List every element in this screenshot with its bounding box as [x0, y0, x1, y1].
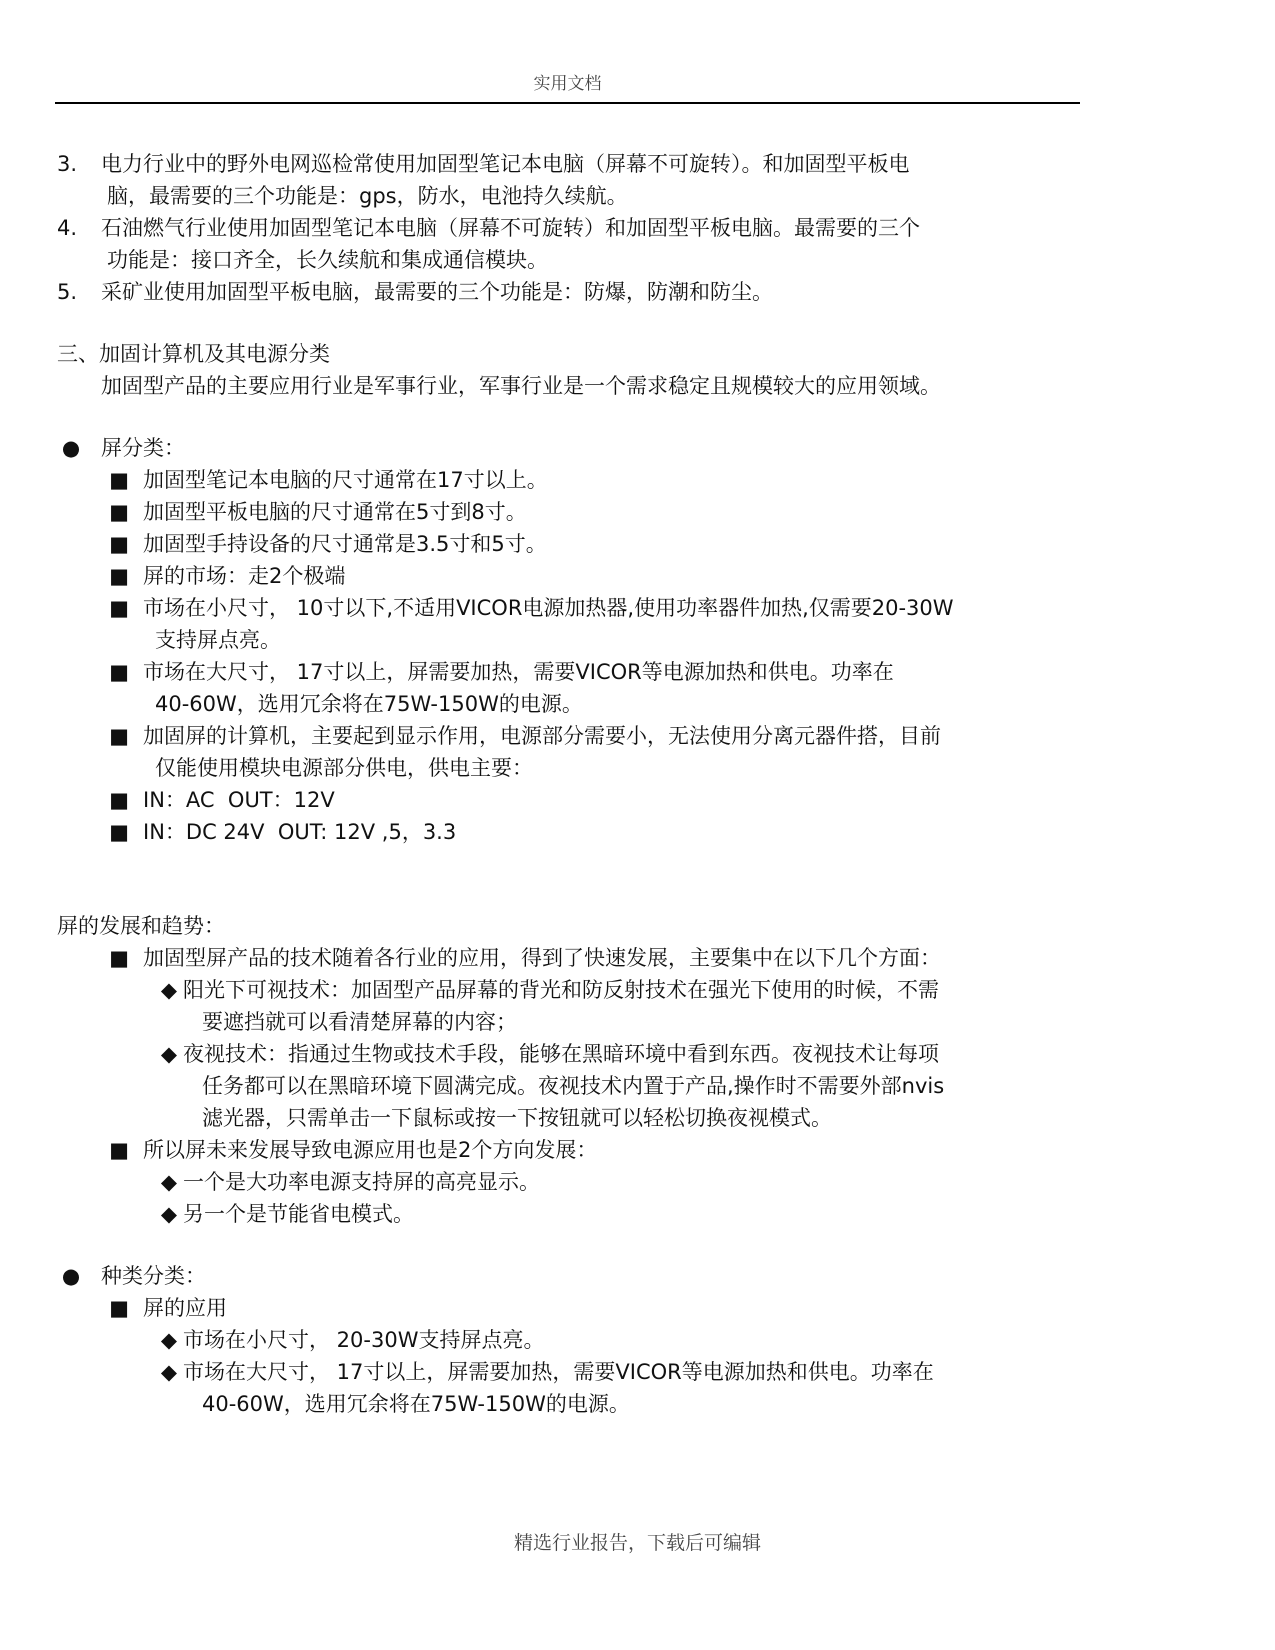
square-bullet-icon: ■: [109, 946, 129, 970]
sub-list-item: [57, 974, 1097, 1006]
item-number: 3.: [57, 152, 78, 176]
bullet-category-classification: [57, 1260, 1097, 1292]
list-item-text: IN：AC OUT：12V: [143, 788, 335, 812]
list-item: [57, 784, 1097, 816]
diamond-bullet-icon: ◆: [160, 1328, 178, 1352]
sub-list-item: [57, 1166, 1097, 1198]
sub-list-item-continuation: [57, 1102, 1097, 1134]
sub-list-item-text: 夜视技术：指通过生物或技术手段，能够在黑暗环境中看到东西。夜视技术让每项: [183, 1042, 939, 1066]
square-bullet-icon: ■: [109, 500, 129, 524]
numbered-item-5: [57, 276, 1097, 308]
list-item-text: 加固型平板电脑的尺寸通常在5寸到8寸。: [143, 500, 527, 524]
square-bullet-icon: ■: [109, 468, 129, 492]
sub-list-item-continuation: [57, 1006, 1097, 1038]
item-text: 功能是：接口齐全，长久续航和集成通信模块。: [107, 248, 548, 272]
sub-list-item-text: 市场在大尺寸， 17寸以上，屏需要加热，需要VICOR等电源加热和供电。功率在: [183, 1360, 934, 1384]
list-item-continuation: [57, 624, 1097, 656]
list-item: [57, 816, 1097, 848]
list-item-text: 屏的市场：走2个极端: [143, 564, 346, 588]
bullet-title: 屏分类：: [101, 436, 185, 460]
numbered-item-3-continuation: [57, 180, 1097, 212]
list-item-text: IN：DC 24V OUT: 12V ,5，3.3: [143, 820, 457, 844]
sub-list-item-text: 要遮挡就可以看清楚屏幕的内容；: [202, 1010, 517, 1034]
list-item: [57, 496, 1097, 528]
square-bullet-icon: ■: [109, 1138, 129, 1162]
sub-list-item-text: 另一个是节能省电模式。: [183, 1202, 414, 1226]
item-text: 脑，最需要的三个功能是：gps，防水，电池持久续航。: [107, 184, 628, 208]
list-item: [57, 592, 1097, 624]
sub-list-item-continuation: [57, 1388, 1097, 1420]
list-item-text: 40-60W，选用冗余将在75W-150W的电源。: [155, 692, 583, 716]
item-text: 采矿业使用加固型平板电脑，最需要的三个功能是：防爆，防潮和防尘。: [101, 280, 773, 304]
trends-heading-text: 屏的发展和趋势：: [57, 914, 225, 938]
document-body: [57, 148, 1097, 1420]
sub-list-item-text: 40-60W，选用冗余将在75W-150W的电源。: [202, 1392, 630, 1416]
square-bullet-icon: ■: [109, 660, 129, 684]
section-heading: [57, 338, 1097, 370]
header-title: 实用文档: [533, 74, 602, 94]
list-item-text: 加固型屏产品的技术随着各行业的应用，得到了快速发展，主要集中在以下几个方面：: [143, 946, 941, 970]
sub-list-item-text: 一个是大功率电源支持屏的高亮显示。: [183, 1170, 540, 1194]
list-item-text: 所以屏未来发展导致电源应用也是2个方向发展：: [143, 1138, 598, 1162]
page-header: [55, 72, 1080, 104]
list-item-text: 屏的应用: [143, 1296, 227, 1320]
square-bullet-icon: ■: [109, 596, 129, 620]
list-item-text: 加固型笔记本电脑的尺寸通常在17寸以上。: [143, 468, 548, 492]
circle-bullet-icon: ●: [61, 1264, 81, 1288]
square-bullet-icon: ■: [109, 1296, 129, 1320]
bullet-screen-classification: [57, 432, 1097, 464]
sub-list-item: [57, 1038, 1097, 1070]
sub-list-item: [57, 1324, 1097, 1356]
sub-list-item-text: 市场在小尺寸， 20-30W支持屏点亮。: [183, 1328, 545, 1352]
item-number: 4.: [57, 216, 78, 240]
list-item: [57, 560, 1097, 592]
square-bullet-icon: ■: [109, 820, 129, 844]
diamond-bullet-icon: ◆: [160, 1042, 178, 1066]
section-heading-text: 三、加固计算机及其电源分类: [57, 342, 330, 366]
bullet-title: 种类分类：: [101, 1264, 206, 1288]
list-item: [57, 656, 1097, 688]
list-item-text: 仅能使用模块电源部分供电，供电主要：: [155, 756, 533, 780]
page-footer: [0, 1528, 1275, 1555]
square-bullet-icon: ■: [109, 564, 129, 588]
square-bullet-icon: ■: [109, 532, 129, 556]
list-item-continuation: [57, 688, 1097, 720]
list-item-text: 加固屏的计算机，主要起到显示作用，电源部分需要小，无法使用分离元器件搭，目前: [143, 724, 941, 748]
diamond-bullet-icon: ◆: [160, 1202, 178, 1226]
numbered-item-4: [57, 212, 1097, 244]
list-item-text: 支持屏点亮。: [155, 628, 281, 652]
list-item-text: 市场在小尺寸， 10寸以下,不适用VICOR电源加热器,使用功率器件加热,仅需要20-30W: [143, 596, 954, 620]
sub-list-item-text: 阳光下可视技术：加固型产品屏幕的背光和防反射技术在强光下使用的时候，不需: [183, 978, 939, 1002]
list-item: [57, 1292, 1097, 1324]
section-intro: [57, 370, 1097, 402]
list-item: [57, 1134, 1097, 1166]
sub-list-item: [57, 1198, 1097, 1230]
square-bullet-icon: ■: [109, 724, 129, 748]
footer-text: 精选行业报告，下载后可编辑: [513, 1532, 761, 1554]
sub-list-item-continuation: [57, 1070, 1097, 1102]
diamond-bullet-icon: ◆: [160, 978, 178, 1002]
list-item: [57, 942, 1097, 974]
diamond-bullet-icon: ◆: [160, 1170, 178, 1194]
sub-list-item: [57, 1356, 1097, 1388]
diamond-bullet-icon: ◆: [160, 1360, 178, 1384]
square-bullet-icon: ■: [109, 788, 129, 812]
list-item-text: 加固型手持设备的尺寸通常是3.5寸和5寸。: [143, 532, 547, 556]
item-text: 电力行业中的野外电网巡检常使用加固型笔记本电脑（屏幕不可旋转）。和加固型平板电: [101, 152, 910, 176]
circle-bullet-icon: ●: [61, 436, 81, 460]
list-item-text: 市场在大尺寸， 17寸以上，屏需要加热，需要VICOR等电源加热和供电。功率在: [143, 660, 894, 684]
item-number: 5.: [57, 280, 78, 304]
numbered-item-3: [57, 148, 1097, 180]
item-text: 石油燃气行业使用加固型笔记本电脑（屏幕不可旋转）和加固型平板电脑。最需要的三个: [101, 216, 920, 240]
numbered-item-4-continuation: [57, 244, 1097, 276]
list-item: [57, 720, 1097, 752]
sub-list-item-text: 任务都可以在黑暗环境下圆满完成。夜视技术内置于产品,操作时不需要外部nvis: [202, 1074, 945, 1098]
sub-list-item-text: 滤光器，只需单击一下鼠标或按一下按钮就可以轻松切换夜视模式。: [202, 1106, 832, 1130]
list-item: [57, 464, 1097, 496]
section-intro-text: 加固型产品的主要应用行业是军事行业，军事行业是一个需求稳定且规模较大的应用领域。: [101, 374, 941, 398]
trends-heading: [57, 910, 1097, 942]
list-item-continuation: [57, 752, 1097, 784]
list-item: [57, 528, 1097, 560]
